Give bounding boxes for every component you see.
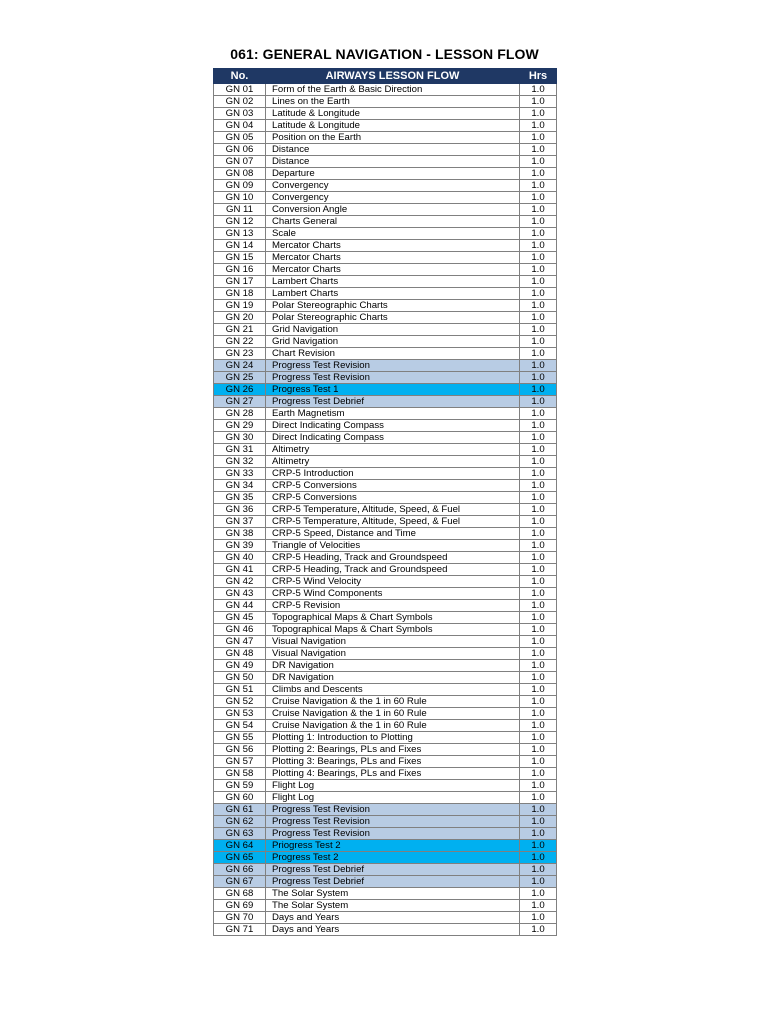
lesson-title-cell: Direct Indicating Compass [266, 432, 520, 444]
lesson-number-cell: GN 62 [214, 816, 266, 828]
lesson-title-cell: Plotting 4: Bearings, PLs and Fixes [266, 768, 520, 780]
lesson-hours-cell: 1.0 [520, 516, 557, 528]
lesson-flow-table [213, 68, 557, 936]
lesson-number-cell: GN 22 [214, 336, 266, 348]
lesson-title-cell: Chart Revision [266, 348, 520, 360]
lesson-title-cell: Lambert Charts [266, 276, 520, 288]
table-row [214, 900, 557, 912]
table-row [214, 264, 557, 276]
lesson-hours-cell: 1.0 [520, 876, 557, 888]
lesson-number-cell: GN 51 [214, 684, 266, 696]
lesson-hours-cell: 1.0 [520, 324, 557, 336]
table-row [214, 360, 557, 372]
lesson-title-cell: CRP-5 Introduction [266, 468, 520, 480]
lesson-title-cell: CRP-5 Conversions [266, 480, 520, 492]
lesson-hours-cell: 1.0 [520, 540, 557, 552]
lesson-title-cell: CRP-5 Heading, Track and Groundspeed [266, 552, 520, 564]
lesson-number-cell: GN 44 [214, 600, 266, 612]
lesson-hours-cell: 1.0 [520, 864, 557, 876]
table-row [214, 888, 557, 900]
header-no: No. [214, 69, 266, 84]
lesson-hours-cell: 1.0 [520, 360, 557, 372]
lesson-number-cell: GN 71 [214, 924, 266, 936]
lesson-number-cell: GN 60 [214, 792, 266, 804]
lesson-hours-cell: 1.0 [520, 804, 557, 816]
lesson-title-cell: CRP-5 Temperature, Altitude, Speed, & Fuel [266, 504, 520, 516]
lesson-number-cell: GN 52 [214, 696, 266, 708]
lesson-title-cell: Mercator Charts [266, 252, 520, 264]
table-row [214, 720, 557, 732]
lesson-number-cell: GN 32 [214, 456, 266, 468]
lesson-title-cell: Conversion Angle [266, 204, 520, 216]
page-title: 061: GENERAL NAVIGATION - LESSON FLOW [230, 46, 539, 62]
lesson-hours-cell: 1.0 [520, 504, 557, 516]
lesson-number-cell: GN 02 [214, 96, 266, 108]
table-row [214, 408, 557, 420]
lesson-number-cell: GN 69 [214, 900, 266, 912]
lesson-hours-cell: 1.0 [520, 84, 557, 96]
lesson-title-cell: Polar Stereographic Charts [266, 312, 520, 324]
lesson-number-cell: GN 27 [214, 396, 266, 408]
lesson-title-cell: Progress Test 1 [266, 384, 520, 396]
table-row [214, 804, 557, 816]
table-row [214, 516, 557, 528]
lesson-title-cell: Direct Indicating Compass [266, 420, 520, 432]
table-row [214, 96, 557, 108]
lesson-number-cell: GN 45 [214, 612, 266, 624]
table-row [214, 552, 557, 564]
lesson-number-cell: GN 68 [214, 888, 266, 900]
lesson-title-cell: Charts General [266, 216, 520, 228]
lesson-number-cell: GN 24 [214, 360, 266, 372]
lesson-number-cell: GN 53 [214, 708, 266, 720]
lesson-title-cell: Latitude & Longitude [266, 120, 520, 132]
lesson-hours-cell: 1.0 [520, 420, 557, 432]
lesson-hours-cell: 1.0 [520, 768, 557, 780]
lesson-title-cell: Mercator Charts [266, 264, 520, 276]
lesson-number-cell: GN 10 [214, 192, 266, 204]
lesson-hours-cell: 1.0 [520, 264, 557, 276]
lesson-number-cell: GN 43 [214, 588, 266, 600]
table-row [214, 324, 557, 336]
table-row [214, 420, 557, 432]
lesson-number-cell: GN 09 [214, 180, 266, 192]
lesson-hours-cell: 1.0 [520, 144, 557, 156]
lesson-hours-cell: 1.0 [520, 408, 557, 420]
lesson-title-cell: Polar Stereographic Charts [266, 300, 520, 312]
lesson-hours-cell: 1.0 [520, 684, 557, 696]
table-row [214, 492, 557, 504]
lesson-title-cell: Progress Test Debrief [266, 396, 520, 408]
lesson-title-cell: The Solar System [266, 888, 520, 900]
lesson-title-cell: Progress Test Revision [266, 828, 520, 840]
lesson-hours-cell: 1.0 [520, 708, 557, 720]
lesson-title-cell: Distance [266, 156, 520, 168]
table-row [214, 732, 557, 744]
lesson-number-cell: GN 42 [214, 576, 266, 588]
table-row [214, 864, 557, 876]
lesson-number-cell: GN 05 [214, 132, 266, 144]
lesson-hours-cell: 1.0 [520, 480, 557, 492]
lesson-title-cell: CRP-5 Temperature, Altitude, Speed, & Fuel [266, 516, 520, 528]
lesson-title-cell: Lines on the Earth [266, 96, 520, 108]
table-row [214, 564, 557, 576]
lesson-hours-cell: 1.0 [520, 552, 557, 564]
lesson-title-cell: The Solar System [266, 900, 520, 912]
lesson-number-cell: GN 65 [214, 852, 266, 864]
lesson-number-cell: GN 47 [214, 636, 266, 648]
lesson-number-cell: GN 46 [214, 624, 266, 636]
lesson-title-cell: Cruise Navigation & the 1 in 60 Rule [266, 720, 520, 732]
lesson-number-cell: GN 06 [214, 144, 266, 156]
table-row [214, 444, 557, 456]
lesson-number-cell: GN 30 [214, 432, 266, 444]
table-row [214, 276, 557, 288]
lesson-number-cell: GN 37 [214, 516, 266, 528]
lesson-number-cell: GN 63 [214, 828, 266, 840]
lesson-number-cell: GN 16 [214, 264, 266, 276]
lesson-title-cell: DR Navigation [266, 672, 520, 684]
table-row [214, 432, 557, 444]
lesson-hours-cell: 1.0 [520, 660, 557, 672]
lesson-title-cell: Convergency [266, 192, 520, 204]
lesson-hours-cell: 1.0 [520, 576, 557, 588]
lesson-hours-cell: 1.0 [520, 840, 557, 852]
lesson-hours-cell: 1.0 [520, 672, 557, 684]
table-row [214, 120, 557, 132]
lesson-title-cell: Form of the Earth & Basic Direction [266, 84, 520, 96]
table-row [214, 456, 557, 468]
table-row [214, 504, 557, 516]
lesson-number-cell: GN 08 [214, 168, 266, 180]
table-row [214, 708, 557, 720]
table-row [214, 840, 557, 852]
lesson-title-cell: Grid Navigation [266, 336, 520, 348]
table-row [214, 924, 557, 936]
lesson-hours-cell: 1.0 [520, 732, 557, 744]
lesson-number-cell: GN 17 [214, 276, 266, 288]
lesson-number-cell: GN 04 [214, 120, 266, 132]
lesson-number-cell: GN 38 [214, 528, 266, 540]
lesson-hours-cell: 1.0 [520, 600, 557, 612]
lesson-hours-cell: 1.0 [520, 792, 557, 804]
lesson-number-cell: GN 21 [214, 324, 266, 336]
lesson-hours-cell: 1.0 [520, 96, 557, 108]
lesson-title-cell: Progress Test Debrief [266, 876, 520, 888]
lesson-title-cell: CRP-5 Heading, Track and Groundspeed [266, 564, 520, 576]
lesson-title-cell: CRP-5 Wind Velocity [266, 576, 520, 588]
lesson-number-cell: GN 50 [214, 672, 266, 684]
lesson-title-cell: Lambert Charts [266, 288, 520, 300]
lesson-number-cell: GN 34 [214, 480, 266, 492]
table-row [214, 816, 557, 828]
lesson-hours-cell: 1.0 [520, 648, 557, 660]
lesson-title-cell: CRP-5 Wind Components [266, 588, 520, 600]
lesson-title-cell: Topographical Maps & Chart Symbols [266, 612, 520, 624]
lesson-title-cell: Departure [266, 168, 520, 180]
table-header [214, 69, 557, 84]
lesson-number-cell: GN 01 [214, 84, 266, 96]
lesson-hours-cell: 1.0 [520, 168, 557, 180]
lesson-number-cell: GN 12 [214, 216, 266, 228]
lesson-hours-cell: 1.0 [520, 744, 557, 756]
lesson-title-cell: Progress Test Revision [266, 816, 520, 828]
lesson-hours-cell: 1.0 [520, 384, 557, 396]
table-row [214, 288, 557, 300]
lesson-hours-cell: 1.0 [520, 900, 557, 912]
lesson-number-cell: GN 31 [214, 444, 266, 456]
table-row [214, 852, 557, 864]
table-row [214, 384, 557, 396]
lesson-title-cell: Altimetry [266, 444, 520, 456]
lesson-number-cell: GN 26 [214, 384, 266, 396]
lesson-number-cell: GN 15 [214, 252, 266, 264]
table-row [214, 588, 557, 600]
table-row [214, 600, 557, 612]
lesson-title-cell: Plotting 3: Bearings, PLs and Fixes [266, 756, 520, 768]
table-row [214, 540, 557, 552]
lesson-number-cell: GN 49 [214, 660, 266, 672]
lesson-title-cell: Plotting 2: Bearings, PLs and Fixes [266, 744, 520, 756]
lesson-hours-cell: 1.0 [520, 696, 557, 708]
lesson-hours-cell: 1.0 [520, 216, 557, 228]
lesson-hours-cell: 1.0 [520, 456, 557, 468]
lesson-title-cell: Progress Test Revision [266, 804, 520, 816]
lesson-title-cell: Altimetry [266, 456, 520, 468]
lesson-number-cell: GN 57 [214, 756, 266, 768]
table-row [214, 168, 557, 180]
table-row [214, 876, 557, 888]
lesson-number-cell: GN 64 [214, 840, 266, 852]
lesson-number-cell: GN 40 [214, 552, 266, 564]
table-row [214, 528, 557, 540]
table-row [214, 624, 557, 636]
lesson-hours-cell: 1.0 [520, 300, 557, 312]
lesson-number-cell: GN 39 [214, 540, 266, 552]
table-body [214, 84, 557, 936]
lesson-hours-cell: 1.0 [520, 612, 557, 624]
lesson-hours-cell: 1.0 [520, 312, 557, 324]
table-row [214, 756, 557, 768]
lesson-hours-cell: 1.0 [520, 192, 557, 204]
lesson-hours-cell: 1.0 [520, 624, 557, 636]
lesson-title-cell: Progress Test Debrief [266, 864, 520, 876]
table-row [214, 696, 557, 708]
table-row [214, 144, 557, 156]
table-row [214, 132, 557, 144]
table-row [214, 612, 557, 624]
lesson-title-cell: Triangle of Velocities [266, 540, 520, 552]
lesson-number-cell: GN 13 [214, 228, 266, 240]
table-row [214, 336, 557, 348]
lesson-title-cell: Cruise Navigation & the 1 in 60 Rule [266, 696, 520, 708]
lesson-hours-cell: 1.0 [520, 720, 557, 732]
lesson-hours-cell: 1.0 [520, 852, 557, 864]
lesson-number-cell: GN 07 [214, 156, 266, 168]
table-row [214, 348, 557, 360]
lesson-title-cell: Earth Magnetism [266, 408, 520, 420]
lesson-hours-cell: 1.0 [520, 780, 557, 792]
lesson-hours-cell: 1.0 [520, 888, 557, 900]
table-row [214, 480, 557, 492]
lesson-number-cell: GN 41 [214, 564, 266, 576]
lesson-hours-cell: 1.0 [520, 180, 557, 192]
lesson-hours-cell: 1.0 [520, 240, 557, 252]
table-row [214, 636, 557, 648]
lesson-title-cell: Position on the Earth [266, 132, 520, 144]
lesson-hours-cell: 1.0 [520, 156, 557, 168]
lesson-number-cell: GN 19 [214, 300, 266, 312]
lesson-title-cell: Topographical Maps & Chart Symbols [266, 624, 520, 636]
lesson-number-cell: GN 11 [214, 204, 266, 216]
table-row [214, 672, 557, 684]
lesson-hours-cell: 1.0 [520, 372, 557, 384]
lesson-title-cell: Scale [266, 228, 520, 240]
table-row [214, 240, 557, 252]
lesson-hours-cell: 1.0 [520, 432, 557, 444]
lesson-title-cell: Visual Navigation [266, 636, 520, 648]
lesson-hours-cell: 1.0 [520, 912, 557, 924]
table-row [214, 84, 557, 96]
lesson-hours-cell: 1.0 [520, 492, 557, 504]
lesson-title-cell: Distance [266, 144, 520, 156]
lesson-title-cell: Grid Navigation [266, 324, 520, 336]
table-row [214, 192, 557, 204]
header-lesson-flow: AIRWAYS LESSON FLOW [266, 69, 520, 84]
lesson-number-cell: GN 66 [214, 864, 266, 876]
lesson-number-cell: GN 55 [214, 732, 266, 744]
table-row [214, 156, 557, 168]
lesson-title-cell: Flight Log [266, 780, 520, 792]
lesson-title-cell: Convergency [266, 180, 520, 192]
lesson-hours-cell: 1.0 [520, 348, 557, 360]
table-row [214, 216, 557, 228]
lesson-hours-cell: 1.0 [520, 828, 557, 840]
lesson-hours-cell: 1.0 [520, 204, 557, 216]
table-row [214, 372, 557, 384]
lesson-title-cell: Priogress Test 2 [266, 840, 520, 852]
table-row [214, 108, 557, 120]
lesson-hours-cell: 1.0 [520, 924, 557, 936]
lesson-hours-cell: 1.0 [520, 528, 557, 540]
lesson-title-cell: Flight Log [266, 792, 520, 804]
table-row [214, 684, 557, 696]
lesson-hours-cell: 1.0 [520, 468, 557, 480]
lesson-title-cell: Progress Test Revision [266, 372, 520, 384]
lesson-number-cell: GN 54 [214, 720, 266, 732]
table-row [214, 792, 557, 804]
lesson-hours-cell: 1.0 [520, 588, 557, 600]
table-row [214, 228, 557, 240]
lesson-number-cell: GN 67 [214, 876, 266, 888]
lesson-hours-cell: 1.0 [520, 396, 557, 408]
lesson-hours-cell: 1.0 [520, 288, 557, 300]
table-row [214, 780, 557, 792]
lesson-hours-cell: 1.0 [520, 276, 557, 288]
lesson-number-cell: GN 25 [214, 372, 266, 384]
lesson-title-cell: Cruise Navigation & the 1 in 60 Rule [266, 708, 520, 720]
lesson-number-cell: GN 59 [214, 780, 266, 792]
lesson-number-cell: GN 03 [214, 108, 266, 120]
lesson-hours-cell: 1.0 [520, 336, 557, 348]
lesson-title-cell: Mercator Charts [266, 240, 520, 252]
lesson-number-cell: GN 61 [214, 804, 266, 816]
lesson-hours-cell: 1.0 [520, 228, 557, 240]
lesson-number-cell: GN 29 [214, 420, 266, 432]
table-row [214, 912, 557, 924]
table-row [214, 768, 557, 780]
lesson-title-cell: Days and Years [266, 924, 520, 936]
lesson-title-cell: CRP-5 Conversions [266, 492, 520, 504]
lesson-hours-cell: 1.0 [520, 120, 557, 132]
lesson-number-cell: GN 48 [214, 648, 266, 660]
lesson-title-cell: Plotting 1: Introduction to Plotting [266, 732, 520, 744]
table-row [214, 312, 557, 324]
table-row [214, 648, 557, 660]
header-row [214, 69, 557, 84]
lesson-number-cell: GN 56 [214, 744, 266, 756]
lesson-hours-cell: 1.0 [520, 444, 557, 456]
table-row [214, 300, 557, 312]
table-row [214, 660, 557, 672]
lesson-number-cell: GN 18 [214, 288, 266, 300]
lesson-hours-cell: 1.0 [520, 252, 557, 264]
lesson-title-cell: Latitude & Longitude [266, 108, 520, 120]
lesson-hours-cell: 1.0 [520, 108, 557, 120]
lesson-title-cell: DR Navigation [266, 660, 520, 672]
table-row [214, 744, 557, 756]
table-row [214, 204, 557, 216]
lesson-number-cell: GN 20 [214, 312, 266, 324]
lesson-hours-cell: 1.0 [520, 636, 557, 648]
lesson-number-cell: GN 28 [214, 408, 266, 420]
lesson-title-cell: Visual Navigation [266, 648, 520, 660]
lesson-title-cell: CRP-5 Speed, Distance and Time [266, 528, 520, 540]
lesson-hours-cell: 1.0 [520, 132, 557, 144]
lesson-title-cell: CRP-5 Revision [266, 600, 520, 612]
lesson-number-cell: GN 36 [214, 504, 266, 516]
lesson-hours-cell: 1.0 [520, 756, 557, 768]
lesson-title-cell: Days and Years [266, 912, 520, 924]
header-hrs: Hrs [520, 69, 557, 84]
lesson-number-cell: GN 14 [214, 240, 266, 252]
table-row [214, 576, 557, 588]
lesson-number-cell: GN 70 [214, 912, 266, 924]
table-row [214, 396, 557, 408]
table-row [214, 468, 557, 480]
lesson-title-cell: Progress Test 2 [266, 852, 520, 864]
lesson-number-cell: GN 35 [214, 492, 266, 504]
table-row [214, 828, 557, 840]
lesson-title-cell: Climbs and Descents [266, 684, 520, 696]
lesson-number-cell: GN 58 [214, 768, 266, 780]
table-row [214, 180, 557, 192]
lesson-hours-cell: 1.0 [520, 816, 557, 828]
lesson-title-cell: Progress Test Revision [266, 360, 520, 372]
lesson-number-cell: GN 33 [214, 468, 266, 480]
lesson-hours-cell: 1.0 [520, 564, 557, 576]
table-row [214, 252, 557, 264]
lesson-number-cell: GN 23 [214, 348, 266, 360]
